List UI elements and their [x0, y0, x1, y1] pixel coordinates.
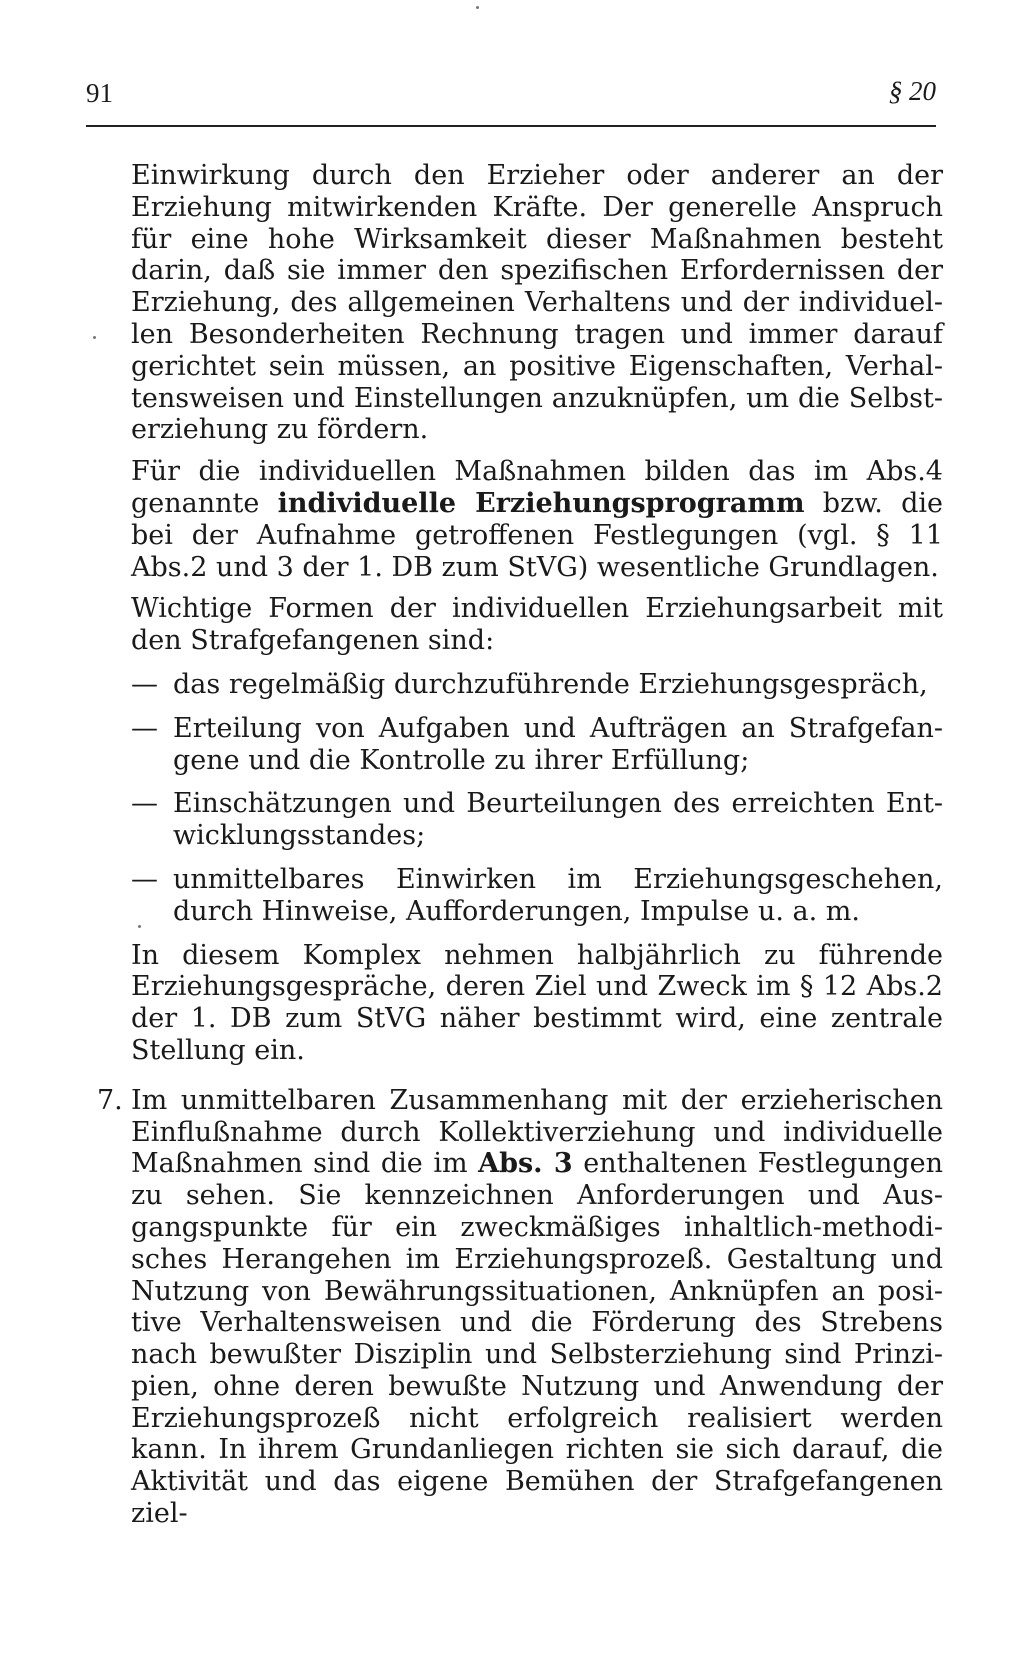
scan-speck: [476, 6, 479, 9]
paragraph-2-text-a: Für die individuellen Maßnahmen bilden das im Abs.4 genannte: [131, 456, 943, 519]
numbered-item-7: [97, 1084, 944, 1530]
dash-marker: —: [131, 668, 158, 700]
list-item-text: unmittelbares Einwirken im Erziehungsgeschehen, durch Hinweise, Aufforderungen, Impulse u. a. m.: [173, 863, 943, 927]
list-item: [131, 788, 943, 852]
header-divider: [86, 125, 936, 127]
bold-term-abs3: Abs. 3: [478, 1148, 573, 1180]
item-number: 7.: [97, 1084, 123, 1116]
bullet-list: [131, 669, 943, 928]
page-number: 91: [86, 78, 113, 108]
body-text: [97, 160, 944, 1540]
paragraph-2-text-b: bzw. die bei der Aufnahme getroffenen Festlegungen (vgl. § 11 Abs.2 und 3 der 1. DB zum StVG) wesentliche Grundlagen.: [131, 487, 943, 583]
list-item: [131, 713, 943, 777]
paragraph-4: In diesem Komplex nehmen halbjährlich zu führende Erziehungsgespräche, deren Ziel und Zweck im § 12 Abs.2 der 1. DB zum StVG näher bestimmt wird, eine zentrale Stellung ein.: [131, 939, 943, 1066]
list-item: [131, 864, 943, 928]
dash-marker: —: [131, 863, 158, 895]
item-7-text: [131, 1085, 943, 1530]
paragraph-1: Einwirkung durch den Erzieher oder anderer an der Erziehung mitwirkenden Kräfte. Der generelle Anspruch für eine hohe Wirksamkeit dieser Maßnahmen besteht darin, daß sie immer den spezifischen Erfordernissen der Erziehung, des allgemeinen Verhaltens und der individuellen Besonderheiten Rechnung tragen und immer darauf gerichtet sein müssen, an positive Eigenschaften, Verhaltensweisen und Einstellungen anzuknüpfen, um die Selbsterziehung zu fördern.: [131, 160, 943, 446]
list-item-text: Einschätzungen und Beurteilungen des erreichten Entwicklungsstandes;: [173, 788, 943, 852]
dash-marker: —: [131, 788, 158, 820]
bold-term-erziehungsprogramm: individuelle Erziehungsprogramm: [277, 487, 805, 519]
scan-speck: [138, 925, 141, 928]
item-7-text-a: Im unmittelbaren Zusammenhang mit der erzieherischen Einflußnahme durch Kollektiverziehung und individuelle Maßnahmen sind die im: [131, 1084, 943, 1180]
scan-speck: [93, 336, 96, 339]
list-item-text: Erteilung von Aufgaben und Aufträgen an Strafgefangene und die Kontrolle zu ihrer Erfüllung;: [173, 712, 943, 776]
paragraph-3: Wichtige Formen der individuellen Erziehungsarbeit mit den Strafgefangenen sind:: [131, 593, 943, 657]
item-7-text-b: enthaltenen Festlegungen zu sehen. Sie kennzeichnen Anforderungen und Ausgangspunkte für ein zweckmäßiges inhaltlich-methodisches Herangehen im Erziehungsprozeß. Gestaltung und Nutzung von Bewährungssituationen, Anknüpfen an positive Verhaltensweisen und die Förderung des Strebens nach bewußter Disziplin und Selbsterziehung sind Prinzipien, ohne deren bewußte Nutzung und Anwendung der Erziehungsprozeß nicht erfolgreich realisiert werden kann. In ihrem Grundanliegen richten sie sich darauf, die Aktivität und das eigene Bemühen der Strafgefangenen ziel-: [131, 1148, 944, 1530]
list-item: [131, 669, 943, 701]
page-header: [86, 72, 936, 112]
dash-marker: —: [131, 712, 158, 744]
list-item-text: das regelmäßig durchzuführende Erziehungsgespräch,: [173, 668, 928, 700]
paragraph-2: [131, 456, 943, 583]
section-reference: § 20: [888, 76, 936, 106]
